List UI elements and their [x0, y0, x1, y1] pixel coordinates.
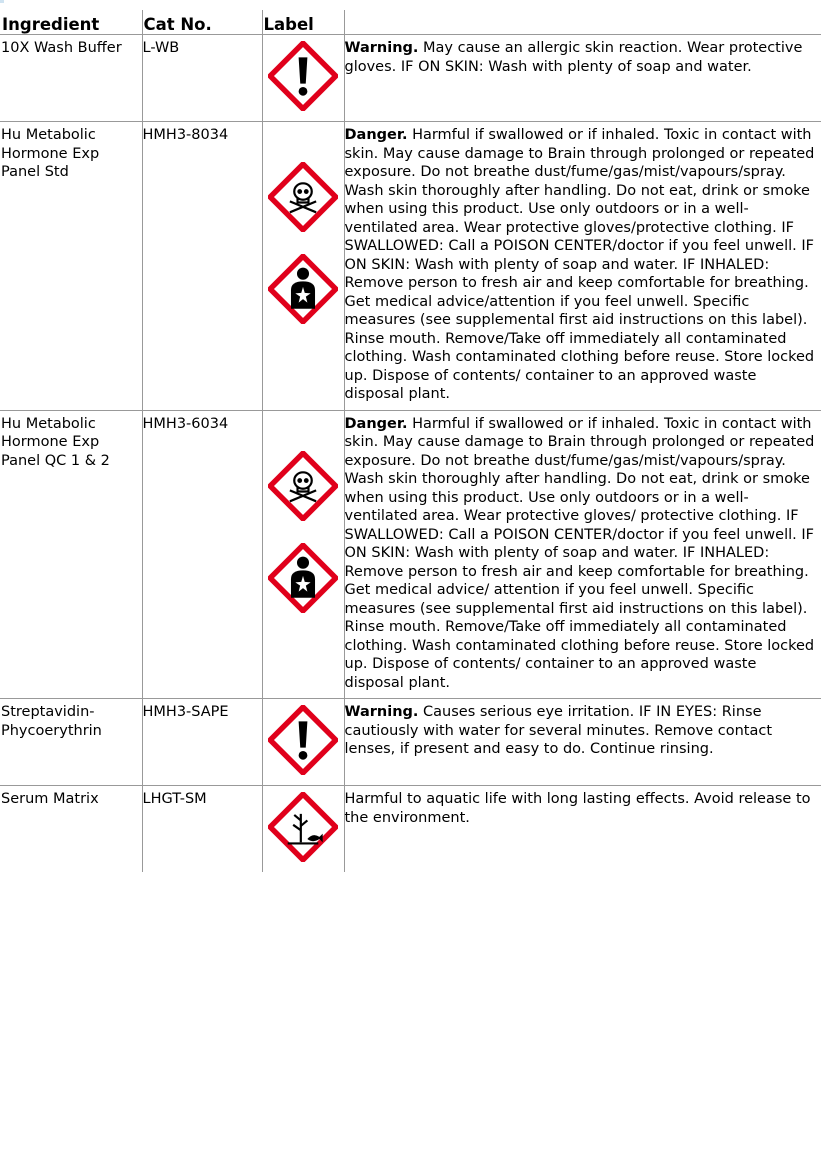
- health-hazard-icon: [268, 254, 338, 324]
- header-row: [0, 10, 821, 35]
- cat-no-cell: LHGT-SM: [142, 786, 262, 873]
- table-row: [0, 122, 821, 411]
- table-row: [0, 410, 821, 699]
- page-corner-mark: [0, 0, 4, 3]
- hazard-statement-text: Harmful to aquatic life with long lasting effects. Avoid release to the environment.: [344, 791, 811, 826]
- label-pictograms-cell: [262, 35, 344, 122]
- label-pictograms-cell: [262, 122, 344, 411]
- signal-word: Warning.: [344, 40, 419, 56]
- label-pictograms-cell: [262, 786, 344, 873]
- header-cat-no: Cat No.: [142, 10, 262, 35]
- header-statement: [344, 10, 821, 35]
- ingredient-cell: 10X Wash Buffer: [0, 35, 142, 122]
- label-pictograms-cell: [262, 699, 344, 786]
- hazard-statement-cell: [344, 122, 821, 411]
- signal-word: Warning.: [344, 704, 419, 720]
- table-row: [0, 35, 821, 122]
- environment-hazard-icon: [268, 792, 338, 862]
- ingredient-cell: Serum Matrix: [0, 786, 142, 873]
- hazard-statement-cell: [344, 786, 821, 873]
- cat-no-cell: L-WB: [142, 35, 262, 122]
- exclamation-mark-icon: [268, 41, 338, 111]
- cat-no-cell: HMH3-6034: [142, 410, 262, 699]
- header-label: Label: [262, 10, 344, 35]
- exclamation-mark-icon: [268, 705, 338, 775]
- hazard-statement-cell: [344, 410, 821, 699]
- hazard-statement-text: May cause an allergic skin reaction. Wear protective gloves. IF ON SKIN: Wash with plenty of soap and water.: [344, 40, 803, 75]
- cat-no-cell: HMH3-8034: [142, 122, 262, 411]
- table-row: [0, 786, 821, 873]
- skull-crossbones-icon: [268, 451, 338, 521]
- label-pictograms-cell: [262, 410, 344, 699]
- hazard-table: [0, 10, 821, 872]
- cat-no-cell: HMH3-SAPE: [142, 699, 262, 786]
- hazard-statement-text: Harmful if swallowed or if inhaled. Toxic in contact with skin. May cause damage to Brain through prolonged or repeated exposure. Do not breathe dust/fume/gas/mist/vapours/spray. Wash skin thoroughly after handling. Do not eat, drink or smoke when using this product. Use only outdoors or in a well-ventilated area. Wear protective gloves/protective clothing. IF SWALLOWED: Call a POISON CENTER/doctor if you feel unwell. IF ON SKIN: Wash with plenty of soap and water. IF INHALED: Remove person to fresh air and keep comfortable for breathing. Get medical advice/attention if you feel unwell. Specific measures (see supplemental first aid instructions on this label). Rinse mouth. Remove/Take off immediately all contaminated clothing. Wash contaminated clothing before reuse. Store locked up. Dispose of contents/ container to an approved waste disposal plant.: [344, 127, 815, 402]
- ingredient-cell: Hu Metabolic Hormone Exp Panel QC 1 & 2: [0, 410, 142, 699]
- signal-word: Danger.: [344, 127, 408, 143]
- table-row: [0, 699, 821, 786]
- signal-word: Danger.: [344, 415, 408, 432]
- ingredient-cell: Streptavidin-Phycoerythrin: [0, 699, 142, 786]
- health-hazard-icon: [268, 543, 338, 613]
- ingredient-cell: Hu Metabolic Hormone Exp Panel Std: [0, 122, 142, 411]
- hazard-statement-cell: [344, 699, 821, 786]
- hazard-statement-text: Causes serious eye irritation. IF IN EYES: Rinse cautiously with water for several minutes. Remove contact lenses, if present and easy to do. Continue rinsing.: [344, 704, 773, 757]
- header-ingredient: Ingredient: [2, 15, 100, 34]
- hazard-statement-cell: [344, 35, 821, 122]
- skull-crossbones-icon: [268, 162, 338, 232]
- hazard-statement-text: Harmful if swallowed or if inhaled. Toxic in contact with skin. May cause damage to Brain through prolonged or repeated exposure. Do not breathe dust/fume/gas/mist/vapours/spray. Wash skin thoroughly after handling. Do not eat, drink or smoke when using this product. Use only outdoors or in a well-ventilated area. Wear protective gloves/ protective clothing. IF SWALLOWED: Call a POISON CENTER/doctor if you feel unwell. IF ON SKIN: Wash with plenty of soap and water. IF INHALED: Remove person to fresh air and keep comfortable for breathing. Get medical advice/ attention if you feel unwell. Specific measures (see supplemental first aid instructions on this label). Rinse mouth. Remove/Take off immediately all contaminated clothing. Wash contaminated clothing before reuse. Store locked up. Dispose of contents/ container to an approved waste disposal plant.: [344, 415, 815, 691]
